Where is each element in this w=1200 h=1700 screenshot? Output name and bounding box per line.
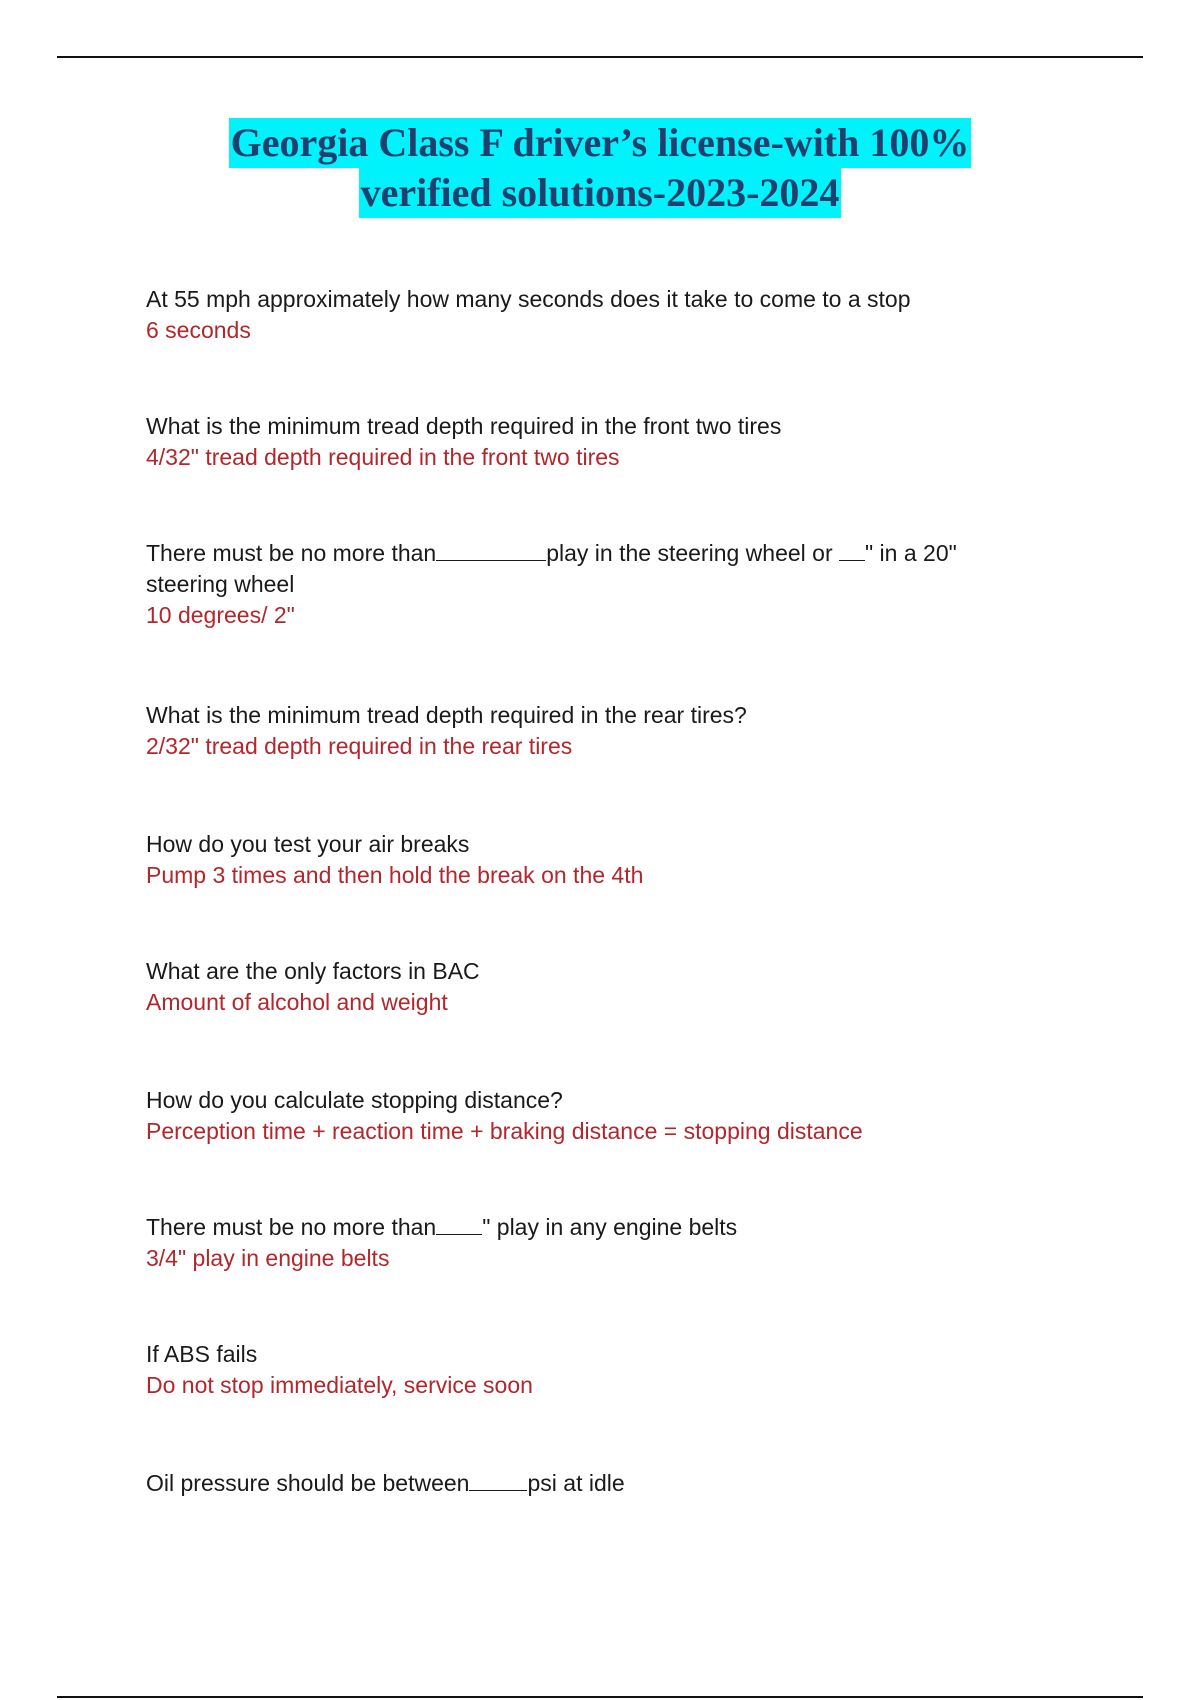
- qa-item-3: [146, 538, 1026, 631]
- fill-blank: [839, 540, 865, 561]
- bottom-rule: [57, 1696, 1143, 1698]
- answer-5: Pump 3 times and then hold the break on the 4th: [146, 862, 644, 888]
- qa-item-7: [146, 1085, 1026, 1147]
- question-2: What is the minimum tread depth required in the front two tires: [146, 413, 782, 439]
- question-9: If ABS fails: [146, 1341, 258, 1367]
- qa-item-9: [146, 1339, 1026, 1401]
- question-3-line-2: steering wheel: [146, 571, 295, 597]
- question-7: How do you calculate stopping distance?: [146, 1087, 563, 1113]
- question-1: At 55 mph approximately how many seconds does it take to come to a stop: [146, 286, 911, 312]
- answer-3: 10 degrees/ 2": [146, 602, 295, 628]
- question-5: How do you test your air breaks: [146, 831, 470, 857]
- question-3-part-1: There must be no more than: [146, 540, 437, 566]
- qa-item-5: [146, 829, 1026, 891]
- qa-item-4: [146, 700, 1026, 762]
- document-title: [0, 118, 1200, 218]
- answer-1: 6 seconds: [146, 317, 251, 343]
- answer-7: Perception time + reaction time + braking distance = stopping distance: [146, 1118, 863, 1144]
- question-3-part-3: " in a 20": [865, 540, 957, 566]
- answer-9: Do not stop immediately, service soon: [146, 1372, 533, 1398]
- question-8: [146, 1212, 1026, 1243]
- fill-blank: [436, 540, 546, 561]
- qa-item-2: [146, 411, 1026, 473]
- fill-blank: [469, 1470, 527, 1491]
- title-line-2: verified solutions-2023-2024: [359, 168, 842, 218]
- fill-blank: [436, 1214, 482, 1235]
- top-rule: [57, 56, 1143, 58]
- qa-item-1: [146, 284, 1026, 346]
- question-8-part-2: " play in any engine belts: [482, 1214, 738, 1240]
- question-3-part-2: play in the steering wheel or: [546, 540, 839, 566]
- answer-8: 3/4" play in engine belts: [146, 1245, 390, 1271]
- title-line-1: Georgia Class F driver’s license-with 100%: [229, 118, 972, 168]
- answer-2: 4/32" tread depth required in the front two tires: [146, 444, 620, 470]
- answer-4: 2/32" tread depth required in the rear tires: [146, 733, 573, 759]
- question-4: What is the minimum tread depth required in the rear tires?: [146, 702, 747, 728]
- question-6: What are the only factors in BAC: [146, 958, 480, 984]
- question-3: [146, 538, 1026, 569]
- qa-item-8: [146, 1212, 1026, 1274]
- qa-item-10: [146, 1468, 1026, 1499]
- question-10: [146, 1468, 1026, 1499]
- qa-item-6: [146, 956, 1026, 1018]
- answer-6: Amount of alcohol and weight: [146, 989, 448, 1015]
- question-10-part-2: psi at idle: [527, 1470, 625, 1496]
- question-8-part-1: There must be no more than: [146, 1214, 437, 1240]
- question-10-part-1: Oil pressure should be between: [146, 1470, 470, 1496]
